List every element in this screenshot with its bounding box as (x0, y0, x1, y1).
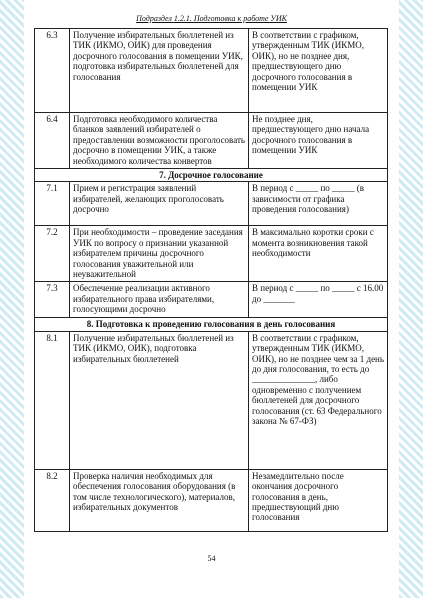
row-term: В период с _____ по _____ с 16.00 до _______ (249, 282, 388, 318)
row-action: При необходимости – проведение заседания УИК по вопросу о признании указанной избирателем причины досрочного голосования уважительной или неуважительной (70, 226, 249, 282)
table-row (35, 331, 388, 469)
table-row (35, 113, 388, 169)
page-number: 54 (207, 554, 216, 563)
row-action: Получение избирательных бюллетеней из ТИК (ИКМО, ОИК) для проведения досрочного голосования в помещении УИК, подготовка избирательных бюллетеней для голосования (70, 29, 249, 113)
row-term: Незамедлительно после окончания досрочного голосования в день, предшествующий дню голосования (249, 469, 388, 531)
row-number: 7.1 (35, 182, 70, 226)
table-row (35, 29, 388, 113)
table-row (35, 226, 388, 282)
row-term: В период с _____ по _____ (в зависимости от графика проведения голосования) (249, 182, 388, 226)
table-row (35, 469, 388, 531)
row-number: 7.2 (35, 226, 70, 282)
left-decorative-stripe (0, 0, 24, 598)
row-number: 8.2 (35, 469, 70, 531)
row-number: 6.4 (35, 113, 70, 169)
row-action: Проверка наличия необходимых для обеспечения голосования оборудования (в том числе технологического), материалов, избирательных документов (70, 469, 249, 531)
row-number: 7.3 (35, 282, 70, 318)
row-term: В соответствии с графиком, утвержденным ТИК (ИКМО, ОИК), но не позднее чем за 1 день до дня голосования, то есть до ______________, либо одновременно с получением бюллетеней для досрочного голосования (ст. 63 Федерального закона № 67-ФЗ) (249, 331, 388, 469)
right-decorative-stripe (399, 0, 423, 598)
section-7-heading: 7. Досрочное голосование (35, 169, 388, 182)
row-term: Не позднее дня, предшествующего дню начала досрочного голосования в помещении УИК (249, 113, 388, 169)
row-action: Подготовка необходимого количества бланков заявлений избирателей о предоставлении возможности проголосовать досрочно в помещении УИК, а также необходимого количества конвертов (70, 113, 249, 169)
row-number: 8.1 (35, 331, 70, 469)
section-8-heading: 8. Подготовка к проведению голосования в день голосования (35, 318, 388, 331)
table-row (35, 282, 388, 318)
table-row (35, 182, 388, 226)
row-term: В соответствии с графиком, утвержденным ТИК (ИКМО, ОИК), но не позднее дня, предшествующего дню досрочного голосования в помещении УИК (249, 29, 388, 113)
row-number: 6.3 (35, 29, 70, 113)
section-heading-row (35, 169, 388, 182)
page-header: Подраздел 1.2.1. Подготовка к работе УИК (136, 14, 287, 23)
plan-table (34, 28, 388, 532)
row-term: В максимально коротки сроки с момента возникновения такой необходимости (249, 226, 388, 282)
row-action: Получение избирательных бюллетеней из ТИК (ИКМО, ОИК), подготовка избирательных бюллетеней (70, 331, 249, 469)
section-heading-row (35, 318, 388, 331)
row-action: Обеспечение реализации активного избирательного права избирателями, голосующими досрочно (70, 282, 249, 318)
row-action: Прием и регистрация заявлений избирателей, желающих проголосовать досрочно (70, 182, 249, 226)
